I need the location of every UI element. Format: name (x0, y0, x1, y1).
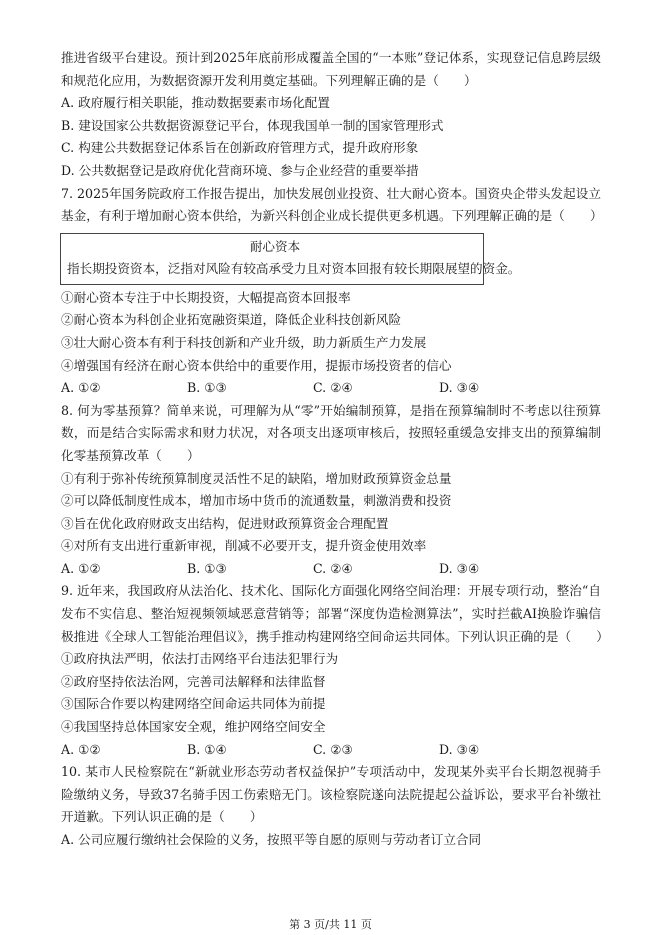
choice-d: D. ③④ (439, 560, 480, 576)
q8-line: 数，而是结合实际需求和财力状况，对各项支出逐项审核后，按照轻重缓急安排支出的预算编制 (61, 425, 601, 441)
page-footer: 第 3 页/共 11 页 (289, 918, 372, 931)
q10-line: 险缴纳义务，导致37名骑手因工伤索赔无门。该检察院遂向法院提起公益诉讼，要求平台补缴社 (61, 786, 601, 802)
exam-page (61, 47, 609, 852)
q9-line: 发布不实信息、整治短视频领域恶意营销等；部署“深度伪造检测算法”，实时拦截AI换脸诈骗信 (61, 606, 601, 622)
q6-line: 和规范化应用，为数据资源开发利用奠定基础。下列理解正确的是（ ） (61, 72, 477, 88)
q9-item: ①政府执法严明，依法打击网络平台违法犯罪行为 (61, 651, 339, 667)
q9-item: ④我国坚持总体国家安全观，维护网络空间安全 (61, 719, 326, 735)
q7-item: ①耐心资本专注于中长期投资，大幅提高资本回报率 (61, 289, 351, 305)
choice-d: D. ③④ (439, 741, 480, 757)
q9-line: 9. 近年来，我国政府从法治化、技术化、国际化方面强化网络空间治理：开展专项行动，整治“自 (61, 583, 601, 599)
q9-choices (61, 739, 601, 762)
q6-option-d: D. 公共数据登记是政府优化营商环境、参与企业经营的重要举措 (61, 162, 419, 178)
definition-text: 指长期投资资本，泛指对风险有较高承受力且对资本回报有较长期限展望的资金。 (67, 260, 521, 276)
q7-item: ④增强国有经济在耐心资本供给中的重要作用，提振市场投资者的信心 (61, 357, 452, 373)
choice-b: B. ①④ (187, 741, 227, 757)
definition-title: 耐心资本 (249, 238, 301, 254)
definition-box (60, 233, 521, 285)
q6-line: 推进省级平台建设。预计到2025年底前形成覆盖全国的“一本账”登记体系，实现登记信息跨层级 (61, 50, 601, 65)
q8-item: ③旨在优化政府财政支出结构，促进财政预算资金合理配置 (61, 515, 389, 531)
q9-item: ③国际合作要以构建网络空间命运共同体为前提 (61, 696, 326, 712)
q8-item: ①有利于弥补传统预算制度灵活性不足的缺陷，增加财政预算资金总量 (61, 470, 452, 486)
choice-a: A. ①② (61, 741, 101, 757)
q7-choices (61, 377, 601, 400)
q8-choices (61, 558, 601, 581)
q10-option-a: A. 公司应履行缴纳社会保险的义务，按照平等自愿的原则与劳动者订立合同 (61, 832, 482, 847)
q8-line: 化零基预算改革（ ） (61, 447, 200, 463)
q7-item: ③壮大耐心资本有利于科技创新和产业升级，助力新质生产力发展 (61, 334, 427, 350)
choice-a: A. ①② (61, 380, 101, 396)
choice-c: C. ②④ (313, 560, 353, 576)
q9-item: ②政府坚持依法治网，完善司法解释和法律监督 (61, 673, 326, 689)
q7-line: 7. 2025年国务院政府工作报告提出，加快发展创业投资、壮大耐心资本。国资央企带头发起设立 (61, 185, 601, 201)
choice-a: A. ①② (61, 560, 101, 576)
q10-line: 10. 某市人民检察院在“新就业形态劳动者权益保护”专项活动中，发现某外卖平台长期忽视骑手 (61, 764, 601, 780)
q6-option-a: A. 政府履行相关职能，推动数据要素市场化配置 (61, 95, 330, 111)
choice-c: C. ②④ (313, 380, 353, 396)
choice-c: C. ②③ (313, 741, 353, 757)
choice-b: B. ①③ (187, 560, 227, 576)
choice-b: B. ①③ (187, 380, 227, 396)
q8-item: ②可以降低制度性成本，增加市场中货币的流通数量，刺激消费和投资 (61, 493, 452, 509)
q9-line: 极推进《全球人工智能治理倡议》，携手推动构建网络空间命运共同体。下列认识正确的是（ ） (61, 628, 609, 644)
q6-option-c: C. 构建公共数据登记体系旨在创新政府管理方式，提升政府形象 (61, 140, 419, 156)
q8-line: 8. 何为零基预算？简单来说，可理解为从“零”开始编制预算，是指在预算编制时不考虑以往预算 (61, 402, 601, 418)
q6-option-b: B. 建设国家公共数据资源登记平台，体现我国单一制的国家管理形式 (61, 117, 444, 133)
q10-line: 开道歉。下列认识正确的是（ ） (61, 809, 263, 825)
q7-item: ②耐心资本为科创企业拓宽融资渠道，降低企业科技创新风险 (61, 312, 402, 328)
q8-item: ④对所有支出进行重新审视，削减不必要开支，提升资金使用效率 (61, 538, 427, 554)
choice-d: D. ③④ (439, 380, 480, 396)
q7-line: 基金，有利于增加耐心资本供给，为新兴科创企业成长提供更多机遇。下列理解正确的是（ ） (61, 208, 603, 224)
